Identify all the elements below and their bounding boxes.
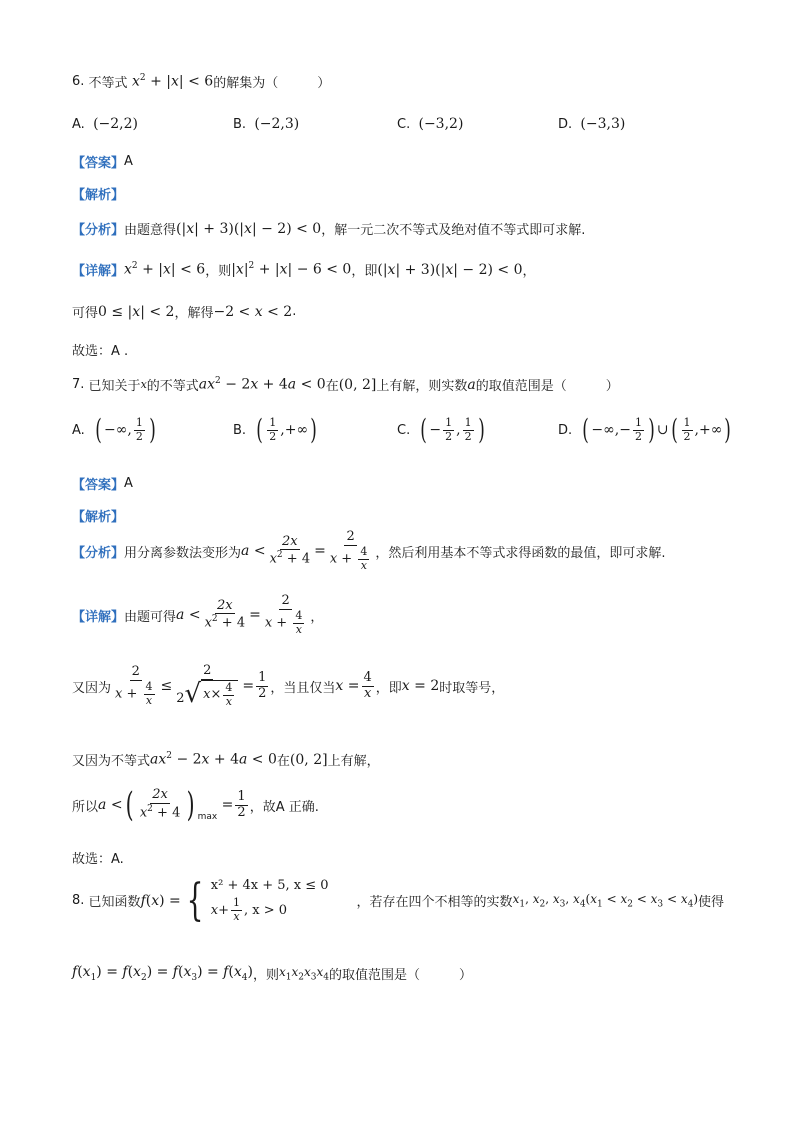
q7-fenxi: 【分析】 用分离参数法变形为 a < $\frac{2x}{x^2 + 4}$ = 2 x + $\frac{4}{x}$ ，然后利用基本不等式求得函数的最值，即可求解. [72, 529, 666, 572]
q7-stem: 7. 已知关于 x 的不等式 $ax^2 - 2x + 4a < 0$ 在 (0, 2] 上有解，则实数 a 的取值范围是（ ） [72, 376, 619, 394]
q8-stem-line2: $f(x_1) = f(x_2) = f(x_3) = f(x_4)$ ，则 $x_1x_2x_3x_4$ 的取值范围是（ ） [72, 964, 473, 983]
q6-result: 可得 0 ≤ |x| < 2 ，解得 −2 < x < 2 . [72, 303, 297, 321]
q6-fenxi: 【分析】 由题意得 (|x| + 3)(|x| − 2) < 0 ，解一元二次不等式及绝对值不等式即可求解. [72, 220, 586, 238]
q7-option-c[interactable]: C. ( − $\frac{1}{2}$ , $\frac{1}{2}$ ) [397, 413, 485, 446]
piecewise-cases: x² + 4x + 5, x ≤ 0 x + $\frac{1}{x}$ , x > 0 [210, 878, 329, 923]
q7-option-b[interactable]: B. ( $\frac{1}{2}$ ,+∞ ) [233, 413, 317, 446]
q8-stem: 8. 已知函数 f(x) = { x² + 4x + 5, x ≤ 0 x + $\frac{1}{x}$ , x > 0 ，若存在四个不相等的实数 $x_1$, $x_2$, $x_3$, $x_4(x_1 < x_2 < x_3 < x_4)$ 使得 [72, 874, 725, 926]
q6-option-d[interactable]: D. (−3,3) [558, 116, 626, 132]
q6-analysis-heading: 【解析】 [72, 188, 125, 203]
question-number: 6. [72, 74, 85, 89]
q7-answer: 【答案】 A [72, 476, 133, 493]
q7-suoyi: 所以 a < ( $\frac{2x}{x^2 + 4}$ ) $_{max}$ = $\frac{1}{2}$ ，故A 正确. [72, 785, 319, 825]
q7-analysis-heading: 【解析】 [72, 510, 125, 525]
q6-conclusion: 故选：A . [72, 344, 129, 359]
question-number: 7. [72, 377, 85, 392]
q7-option-a[interactable]: A. ( −∞, $\frac{1}{2}$ ) [72, 413, 156, 446]
q6-option-a[interactable]: A. (−2,2) [72, 116, 138, 132]
q6-stem: 6. 不等式 $x^2 + |x| < 6$ 的解集为（ ） [72, 73, 331, 91]
q7-xiangjie: 【详解】 由题可得 a < $\frac{2x}{x^2 + 4}$ = 2 x + $\frac{4}{x}$ ， [72, 593, 324, 636]
q7-youyin: 又因为 2 x + $\frac{4}{x}$ ≤ 2 2 √ x × $\frac{4}{x}$ = $\frac{1}{2}$ ，当且仅当 x = $\frac{4}{x}$ ，即 x = 2 时取等号， [72, 663, 505, 710]
q7-option-d[interactable]: D. ( −∞,− $\frac{1}{2}$ ) ∪ ( $\frac{1}{2}$ ,+∞ ) [558, 413, 732, 446]
q6-xiangjie: 【详解】 $x^2 + |x| < 6$ ，则 $|x|^2 + |x| - 6 < 0$ ，即 (|x| + 3)(|x| − 2) < 0 ， [72, 261, 536, 279]
math-inequality: $x^2 + |x| < 6$ [132, 73, 214, 90]
q7-conclusion: 故选：A. [72, 852, 124, 867]
q6-answer: 【答案】 A [72, 154, 133, 171]
q7-youyin2: 又因为不等式 $ax^2 - 2x + 4a < 0$ 在 (0, 2] 上有解， [72, 751, 380, 769]
q6-option-b[interactable]: B. (−2,3) [233, 116, 300, 132]
question-number: 8. [72, 893, 85, 909]
q6-option-c[interactable]: C. (−3,2) [397, 116, 464, 132]
